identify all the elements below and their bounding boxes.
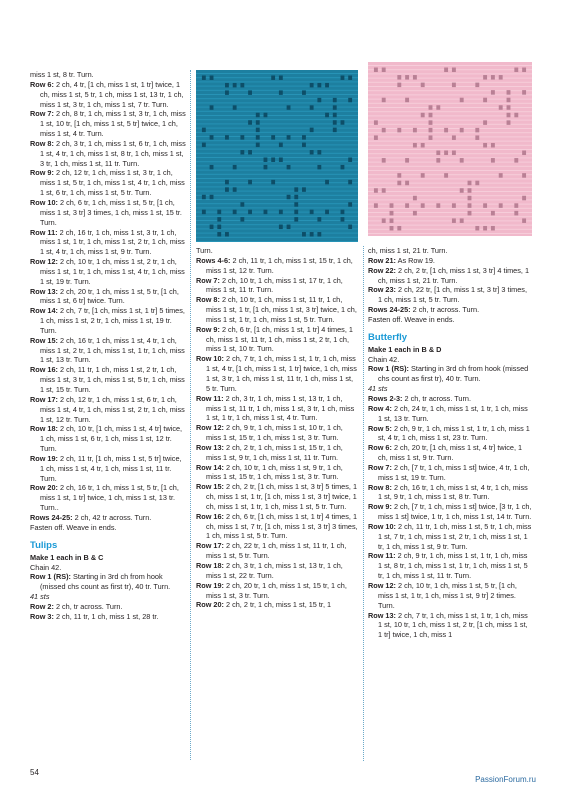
instruction-row	[196, 423, 359, 443]
row-text: 2 ch, 11 tr, 1 ch, miss 1 st, 5 tr, 1 ch, miss 1 st, 7 tr, 1 ch, miss 1 st, 2 tr, 1 ch, miss 1 st, 1 tr, 1 ch, miss 1 st, 9 tr. Turn.	[378, 521, 532, 551]
row-text: 2 ch, 10 tr, 1 ch, miss 1 st, 17 tr, 1 ch, miss 1 st, 11 tr. Turn.	[206, 275, 343, 295]
plain-text: Chain 42.	[30, 562, 62, 572]
instruction-row	[30, 168, 186, 198]
row-text: 2 ch, 22 tr, [1 ch, miss 1 st, 3 tr] 3 times, 1 ch, miss 1 st, 5 tr. Turn.	[378, 285, 527, 305]
row-text: 2 ch, 16 tr, 1 ch, miss 1 st, 4 tr, 1 ch, miss 1 st, 2 tr, 1 ch, miss 1 st, 1 tr, 1 ch, miss 1 st, 13 tr. Turn.	[40, 335, 185, 365]
instruction-row	[196, 462, 359, 483]
row-text: 2 ch, 20 tr, 1 ch, miss 1 st, 5 tr, [1 ch, miss 1 st, 6 tr] twice. Turn.	[40, 286, 179, 306]
row-label: Row 10:	[196, 354, 224, 364]
row-label: Rows 24-25:	[30, 512, 73, 522]
instruction-row	[30, 70, 186, 80]
instruction-row	[30, 365, 186, 395]
row-label: Row 10:	[30, 197, 58, 207]
instruction-row	[30, 286, 186, 307]
instruction-row	[196, 561, 359, 581]
stitch-count: 41 sts	[368, 384, 388, 394]
row-label: Row 13:	[30, 286, 58, 296]
instruction-row	[30, 227, 186, 258]
instruction-row	[30, 424, 186, 454]
instruction-row	[30, 306, 186, 336]
row-text: 2 ch, 7 tr, 1 ch, miss 1 st, 1 tr, 1 ch, miss 1 st, 10 tr, 1 ch, miss 1 st, 2 tr, [1 ch, miss 1 st, 1 tr] twice, 1 ch, miss 1	[378, 610, 528, 640]
row-label: Row 14:	[196, 462, 224, 472]
row-label: Row 17:	[196, 541, 224, 551]
row-label: Row 6:	[30, 79, 54, 89]
instruction-row	[30, 611, 186, 622]
row-label: Row 15:	[30, 335, 58, 345]
row-label: Row 7:	[30, 109, 54, 119]
row-label: Row 16:	[30, 365, 58, 375]
row-label: Row 7:	[196, 275, 220, 285]
row-text: 2 ch, 12 tr, 1 ch, miss 1 st, 6 tr, 1 ch, miss 1 st, 4 tr, 1 ch, miss 1 st, 2 tr, 1 ch, miss 1 st, 12 tr. Turn.	[40, 394, 185, 424]
row-text: 2 ch, 6 tr, [1 ch, miss 1 st, 1 tr] 4 times, 1 ch, miss 1 st, 11 tr, 1 ch, miss 1 st, 2 tr, 1 ch, miss 1 st, 10 tr. Turn.	[206, 324, 353, 354]
instruction-row	[196, 255, 359, 276]
row-text: Turn.	[196, 246, 213, 255]
row-text: 2 ch, 7 tr, 1 ch, miss 1 st, 1 tr, 1 ch, miss 1 st, 4 tr, [1 ch, miss 1 st, 1 tr] twice, 1 ch, miss 1 st, 3 tr, 1 ch, miss 1 st, 11 tr, 1 ch, miss 1 st, 5 tr. Turn.	[206, 354, 357, 393]
section-subheading: Make 1 each in B & C	[30, 552, 104, 562]
column-3	[368, 246, 532, 640]
row-label: Row 19:	[30, 453, 58, 463]
row-text: ch, miss 1 st, 21 tr. Turn.	[368, 246, 448, 255]
row-text: 2 ch, 20 tr, [1 ch, miss 1 st, 4 tr] twice, 1 ch, miss 1 st, 9 tr. Turn.	[378, 443, 523, 463]
row-label: Row 9:	[196, 324, 220, 334]
row-text: 2 ch, 2 tr, 1 ch, miss 1 st, 15 tr, 1 ch, miss 1 st, 9 tr, 1 ch, miss 1 st, 11 tr. Turn.	[206, 442, 343, 462]
instruction-row	[368, 265, 532, 286]
row-label: Row 12:	[368, 581, 396, 590]
instruction-row	[30, 138, 186, 169]
row-label: Row 5:	[368, 423, 392, 433]
row-text: 2 ch, 10 tr, 1 ch, miss 1 st, 5 tr, [1 ch, miss 1 st, 1 tr, 1 ch, miss 1 st, 9 tr] 2 times. Turn.	[378, 581, 517, 610]
row-text: 2 ch, 10 tr, [1 ch, miss 1 st, 4 tr] twice, 1 ch, miss 1 st, 6 tr, 1 ch, miss 1 st, 12 tr. Turn.	[40, 424, 183, 454]
row-text: 2 ch, 3 tr, 1 ch, miss 1 st, 13 tr, 1 ch, miss 1 st, 22 tr. Turn.	[206, 561, 343, 580]
row-label: Row 11:	[30, 227, 58, 237]
instruction-row	[368, 285, 532, 305]
instruction-row	[368, 551, 532, 581]
instruction-row	[196, 246, 359, 256]
instruction-row	[368, 610, 532, 641]
row-label: Row 11:	[196, 393, 224, 403]
plain-text: Chain 42.	[368, 354, 400, 364]
row-label: Row 7:	[368, 462, 392, 472]
row-text: Starting in 3rd ch from hook (missed chs count as first tr), 40 tr. Turn.	[378, 364, 529, 384]
row-text: 2 ch, 42 tr across. Turn.	[74, 512, 152, 522]
row-text: 2 ch, 24 tr, 1 ch, miss 1 st, 1 tr, 1 ch, miss 1 st, 13 tr. Turn.	[378, 403, 528, 423]
row-text: 2 ch, 10 tr, 1 ch, miss 1 st, 2 tr, 1 ch, miss 1 st, 1 tr, 1 ch, miss 1 st, 4 tr, 1 ch, miss 1 st, 19 tr. Turn.	[40, 257, 185, 286]
row-label: Row 12:	[30, 257, 58, 267]
instruction-row	[30, 109, 186, 139]
teal-swatch-photo	[196, 70, 358, 242]
section-heading: Butterfly	[368, 331, 408, 343]
stitch-count: 41 sts	[30, 592, 50, 602]
row-label: Row 1 (RS):	[30, 572, 71, 582]
instruction-row	[30, 197, 186, 228]
row-label: Row 8:	[30, 138, 54, 148]
instruction-row	[196, 295, 359, 325]
section-subheading: Make 1 each in B & D	[368, 344, 442, 354]
row-text: 2 ch, 9 tr, 1 ch, miss 1 st, 10 tr, 1 ch, miss 1 st, 15 tr, 1 ch, miss 1 st, 3 tr. Turn.	[206, 423, 343, 443]
row-text: 2 ch, 11 tr, 1 ch, miss 1 st, 28 tr.	[55, 611, 159, 621]
row-text: 2 ch, 3 tr, 1 ch, miss 1 st, 6 tr, 1 ch, miss 1 st, 4 tr, 1 ch, miss 1 st, 8 tr, 1 ch, miss 1 st, 3 tr, 1 ch, miss 1 st, 11 tr. Turn.	[40, 138, 186, 168]
row-text: 2 ch, 16 tr, 1 ch, miss 1 st, 3 tr, 1 ch, miss 1 st, 1 tr, 1 ch, miss 1 st, 2 tr, 1 ch, miss 1 st, 4 tr, 1 ch, miss 1 st, 9 tr. Turn.	[40, 227, 185, 257]
row-text: 2 ch, tr across. Turn.	[404, 393, 472, 403]
instruction-row	[30, 483, 186, 513]
row-text: 2 ch, 9 tr, 1 ch, miss 1 st, 1 tr, 1 ch, miss 1 st, 4 tr, 1 ch, miss 1 st, 23 tr. Turn.	[378, 423, 530, 443]
row-label: Rows 24-25:	[368, 305, 411, 315]
row-text: Starting in 3rd ch from hook (missed chs count as first tr), 40 tr. Turn.	[40, 572, 171, 592]
instruction-row	[196, 600, 359, 610]
row-text: 2 ch, 10 tr, 1 ch, miss 1 st, 9 tr, 1 ch, miss 1 st, 15 tr, 1 ch, miss 1 st, 3 tr. Turn.	[206, 462, 343, 482]
row-text: 2 ch, 9 tr, 1 ch, miss 1 st, 1 tr, 1 ch, miss 1 st, 8 tr, 1 ch, miss 1 st, 1 tr, 1 ch, miss 1 st, 5 tr, 1 ch, miss 1 st, 11 tr. Turn.	[378, 551, 528, 581]
row-label: Rows 2-3:	[368, 393, 403, 403]
row-text: 2 ch, 16 tr, 1 ch, miss 1 st, 4 tr, 1 ch, miss 1 st, 9 tr, 1 ch, miss 1 st, 8 tr. Turn.	[378, 482, 528, 502]
instruction-row	[368, 403, 532, 424]
instruction-row	[368, 364, 532, 384]
page-number: 54	[30, 768, 39, 777]
instruction-row	[196, 580, 359, 601]
row-label: Row 14:	[30, 306, 58, 316]
row-label: Row 20:	[30, 483, 58, 493]
row-label: Rows 4-6:	[196, 255, 231, 265]
plain-text: Fasten off. Weave in ends.	[30, 522, 117, 532]
instruction-row	[30, 394, 186, 425]
instruction-row	[368, 581, 532, 611]
row-label: Row 18:	[30, 424, 58, 434]
instruction-row	[30, 79, 186, 110]
row-label: Row 17:	[30, 394, 58, 404]
column-1	[30, 70, 186, 622]
row-label: Row 23:	[368, 285, 396, 295]
instruction-row	[368, 502, 532, 522]
section-heading: Tulips	[30, 539, 58, 551]
row-label: Row 3:	[30, 611, 54, 621]
row-text: 2 ch, [7 tr, 1 ch, miss 1 st] twice, 4 tr, 1 ch, miss 1 st, 19 tr. Turn.	[378, 462, 530, 482]
plain-text: Fasten off. Weave in ends.	[368, 314, 455, 324]
instruction-row	[196, 511, 359, 542]
instruction-row	[30, 601, 186, 612]
row-text: 2 ch, 16 tr, 1 ch, miss 1 st, 5 tr, [1 ch, miss 1 st, 1 tr] twice, 1 ch, miss 1 st, 13 tr. Turn..	[40, 483, 179, 513]
row-label: Row 22:	[368, 265, 396, 275]
row-label: Row 13:	[368, 610, 396, 620]
instruction-row	[30, 512, 186, 523]
row-label: Row 19:	[196, 580, 224, 590]
instruction-row	[368, 521, 532, 552]
instruction-row	[196, 541, 359, 561]
row-text: 2 ch, 8 tr, 1 ch, miss 1 st, 3 tr, 1 ch, miss 1 st, 10 tr, [1 ch, miss 1 st, 5 tr] twice, 1 ch, miss 1 st, 4 tr. Turn.	[40, 109, 186, 139]
row-text: 2 ch, 7 tr, [1 ch, miss 1 st, 1 tr] 5 times, 1 ch, miss 1 st, 2 tr, 1 ch, miss 1 st, 19 tr. Turn.	[40, 306, 185, 335]
row-text: 2 ch, 6 tr, [1 ch, miss 1 st, 1 tr] 4 times, 1 ch, miss 1 st, 7 tr, [1 ch, miss 1 st, 3 tr] 3 times, 1 ch, miss 1 st, 5 tr. Turn.	[206, 511, 358, 541]
row-label: Row 4:	[368, 403, 392, 413]
site-credit: PassionForum.ru	[475, 775, 536, 784]
row-label: Row 10:	[368, 521, 396, 531]
row-text: As Row 19.	[397, 255, 435, 265]
row-label: Row 16:	[196, 511, 224, 521]
instruction-row	[196, 354, 359, 393]
instruction-row	[196, 393, 359, 424]
row-text: 2 ch, 2 tr, 1 ch, miss 1 st, 15 tr, 1	[226, 600, 332, 610]
column-divider-2	[363, 246, 364, 761]
row-label: Row 6:	[368, 443, 392, 453]
row-text: 2 ch, 4 tr, [1 ch, miss 1 st, 1 tr] twice, 1 ch, miss 1 st, 5 tr, 1 ch, miss 1 st, 13 tr, 1 ch, miss 1 st, 3 tr, 1 ch, miss 1 st, 7 tr. Turn.	[40, 79, 184, 109]
row-text: 2 ch, 22 tr, 1 ch, miss 1 st, 11 tr, 1 ch, miss 1 st, 5 tr. Turn.	[206, 541, 347, 561]
instruction-row	[196, 442, 359, 463]
row-text: 2 ch, 3 tr, 1 ch, miss 1 st, 13 tr, 1 ch, miss 1 st, 11 tr, 1 ch, miss 1 st, 3 tr, 1 ch, miss 1 st, 1 tr, 1 ch, miss 1 st, 4 tr. Turn.	[206, 393, 355, 423]
instruction-row	[368, 255, 532, 266]
row-text: 2 ch, [7 tr, 1 ch, miss 1 st] twice, [3 tr, 1 ch, miss 1 st] twice, 1 tr, 1 ch, miss 1 st, 14 tr. Turn.	[378, 502, 532, 522]
row-text: 2 ch, 11 tr, 1 ch, miss 1 st, 15 tr, 1 ch, miss 1 st, 12 tr. Turn.	[206, 255, 353, 275]
row-text: 2 ch, tr across. Turn.	[412, 305, 480, 315]
row-text: 2 ch, 6 tr, 1 ch, miss 1 st, 5 tr, [1 ch, miss 1 st, 3 tr] 3 times, 1 ch, miss 1 st, 15 tr. Turn.	[40, 197, 182, 227]
instruction-row	[30, 257, 186, 287]
row-text: miss 1 st, 8 tr. Turn.	[30, 70, 94, 79]
row-text: 2 ch, tr across. Turn.	[55, 601, 123, 611]
instruction-row	[196, 324, 359, 355]
instruction-row	[368, 423, 532, 444]
instruction-row	[30, 572, 186, 592]
row-label: Row 2:	[30, 601, 54, 611]
instruction-row	[30, 453, 186, 484]
row-label: Row 21:	[368, 255, 396, 265]
row-text: 2 ch, 11 tr, [1 ch, miss 1 st, 5 tr] twice, 1 ch, miss 1 st, 4 tr, 1 ch, miss 1 st, 11 tr. Turn.	[40, 453, 182, 483]
instruction-row	[368, 246, 532, 256]
row-text: 2 ch, 2 tr, [1 ch, miss 1 st, 3 tr] 4 times, 1 ch, miss 1 st, 21 tr. Turn.	[378, 265, 529, 285]
column-divider-1	[190, 70, 191, 760]
row-label: Row 15:	[196, 482, 224, 492]
instruction-row	[30, 335, 186, 366]
row-label: Row 13:	[196, 442, 224, 452]
instruction-row	[368, 482, 532, 503]
row-text: 2 ch, 2 tr, [1 ch, miss 1 st, 3 tr] 5 times, 1 ch, miss 1 st, 1 tr, [1 ch, miss 1 st, 3 tr] twice, 1 ch, miss 1 st, 1 tr, 1 ch, miss 1 st, 5 tr. Turn.	[206, 482, 357, 511]
row-label: Row 9:	[30, 168, 54, 178]
row-text: 2 ch, 11 tr, 1 ch, miss 1 st, 2 tr, 1 ch, miss 1 st, 3 tr, 1 ch, miss 1 st, 5 tr, 1 ch, miss 1 st, 15 tr. Turn.	[40, 365, 185, 394]
row-label: Row 8:	[368, 482, 392, 492]
instruction-row	[368, 462, 532, 483]
row-text: 2 ch, 20 tr, 1 ch, miss 1 st, 15 tr, 1 ch, miss 1 st, 3 tr. Turn.	[206, 580, 347, 600]
row-label: Row 11:	[368, 551, 396, 561]
row-label: Row 9:	[368, 502, 392, 512]
row-label: Row 18:	[196, 561, 224, 570]
instruction-row	[368, 443, 532, 463]
pink-swatch-photo	[368, 62, 532, 236]
column-2	[196, 246, 359, 610]
instruction-row	[196, 275, 359, 296]
row-text: 2 ch, 12 tr, 1 ch, miss 1 st, 3 tr, 1 ch, miss 1 st, 5 tr, 1 ch, miss 1 st, 4 tr, 1 ch, miss 1 st, 6 tr, 1 ch, miss 1 st, 5 tr. Turn.	[40, 168, 185, 198]
row-label: Row 20:	[196, 600, 224, 610]
row-label: Row 8:	[196, 295, 220, 305]
instruction-row	[368, 305, 532, 315]
row-label: Row 1 (RS):	[368, 364, 409, 374]
instruction-row	[368, 393, 532, 404]
row-text: 2 ch, 10 tr, 1 ch, miss 1 st, 11 tr, 1 ch, miss 1 st, 1 tr, [1 ch, miss 1 st, 3 tr] twice, 1 ch, miss 1 st, 1 tr, 1 ch, miss 1 st, 5 tr. Turn.	[206, 295, 357, 324]
row-label: Row 12:	[196, 423, 224, 433]
instruction-row	[196, 482, 359, 512]
